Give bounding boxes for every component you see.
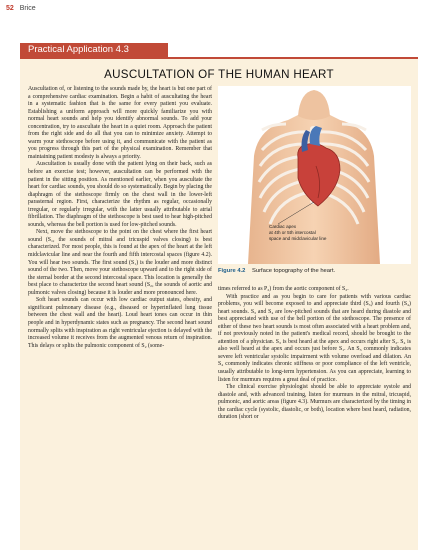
practical-application-tab: Practical Application 4.3: [20, 43, 168, 57]
apex-label-line: at 4th or 5th intercostal: [269, 230, 316, 235]
apex-label-line: space and midclavicular line: [269, 236, 327, 241]
paragraph: Auscultation of, or listening to the sounds made by, the heart is but one part of a comprehensive cardiac examination. Begin a habit of auscultating the heart in a systematic fashion that is the same for every patient you evaluate. Establishing a uniform approach will more quickly familiarize you with normal heart sounds and help you identify abnormal sounds. To add your concentration, try to auscultate the heart in a quiet room. Approach the patient from the right side and do all that you can to minimize anxiety. Attempt to warm your stethoscope before using it, and communicate with the patient as you progress through this part of the physical examination. Remember that maintaining patient modesty is always a priority.: [28, 86, 212, 160]
paragraph: Next, move the stethoscope to the point on the chest where the first heart sound (S₁, the sounds of mitral and tricuspid valves closing) is best characterized. For most people, this is found at the apex of the heart at the left midclavicular line and near the fourth and fifth intercostal spaces (figure 4.2). You will hear two sounds. The first sound (S₁) is the louder and more distinct sound of the two. Then, move your stethoscope upward and to the right side of the sternal border at the second intercostal space. This location is generally the best place to characterize the second heart sound (S₂, the sounds of aortic and pulmonic valves closing) because it is louder and more pronounced here.: [28, 229, 212, 296]
paragraph: With practice and as you begin to care for patients with various cardiac problems, you will become exposed to and appreciate third (S₃) and fourth (S₄) heart sounds. S₃ and S₄ are low-pitched sounds that are heard during diastole and best appreciated with use of the bell portion of the stethoscope. The presence of either of these two heart sounds is most often associated with a heart problem and, if not previously noted in the patient's medical record, should be brought to the attention of a physician. S₃ is best heard at the apex and occurs right after S₂. S₄ is also well heard at the apex and occurs just before S₁. An S₃ commonly indicates severe left ventricular systolic impairment with volume overload and dilation. An S₄ commonly indicates chronic stiffness or poor compliance of the left ventricle, usually attributable to long-term hypertension. As you can appreciate, learning to listen for murmurs requires a great deal of practice.: [218, 293, 411, 383]
apex-label: [269, 224, 326, 242]
page-number: 52: [6, 5, 14, 12]
paragraph: The clinical exercise physiologist should be able to appreciate systole and diastole and, with advanced training, listen for murmurs in the mitral, tricuspid, pulmonic, and aortic areas (figure 4.3). Murmurs are characterized by the timing in the cardiac cycle (systolic, diastolic, or both), location where best heard, radiation, duration (short or: [218, 384, 411, 421]
paragraph: Soft heart sounds can occur with low cardiac output states, obesity, and significant pulmonary disease (e.g., diseased or hyperinflated lung tissue between the chest wall and the heart). Loud heart tones can occur in thin people and in hyperdynamic states such as pregnancy. The second heart sound normally splits with inspiration as right ventricular ejection is delayed with the increased volume it receives from the augmented venous return of inspiration. This delays or splits the pulmonic component of S₂ (some-: [28, 297, 212, 349]
paragraph: times referred to as P₂) from the aortic component of S₂.: [218, 286, 349, 292]
figure-number: Figure 4.2: [218, 268, 246, 274]
figure-caption: [218, 268, 335, 274]
paragraph: Auscultation is usually done with the patient lying on their back, such as before an exercise test; however, auscultation can be performed with the patient in the sitting position. As mentioned earlier, when you auscultate the heart for cardiac sounds, you should do so systematically. Begin by placing the diaphragm of the stethoscope firmly on the chest wall in the lower-left parasternal region. First, characterize the rhythm as regular, occasionally irregular, or regularly irregular, with the latter usually attributable to atrial fibrillation. The diaphragm of the stethoscope is best used to hear high-pitched sounds, whereas the bell portion is used for low-pitched sounds.: [28, 161, 212, 228]
running-head-author: Brice: [19, 5, 36, 12]
section-rule: [20, 57, 418, 59]
apex-label-line: Cardiac apex: [269, 224, 297, 229]
section-title: AUSCULTATION OF THE HUMAN HEART: [104, 68, 334, 81]
right-column: [218, 286, 411, 422]
figure-caption-text: Surface topography of the heart.: [252, 268, 336, 274]
left-column: [28, 86, 212, 350]
running-head: [6, 5, 36, 12]
